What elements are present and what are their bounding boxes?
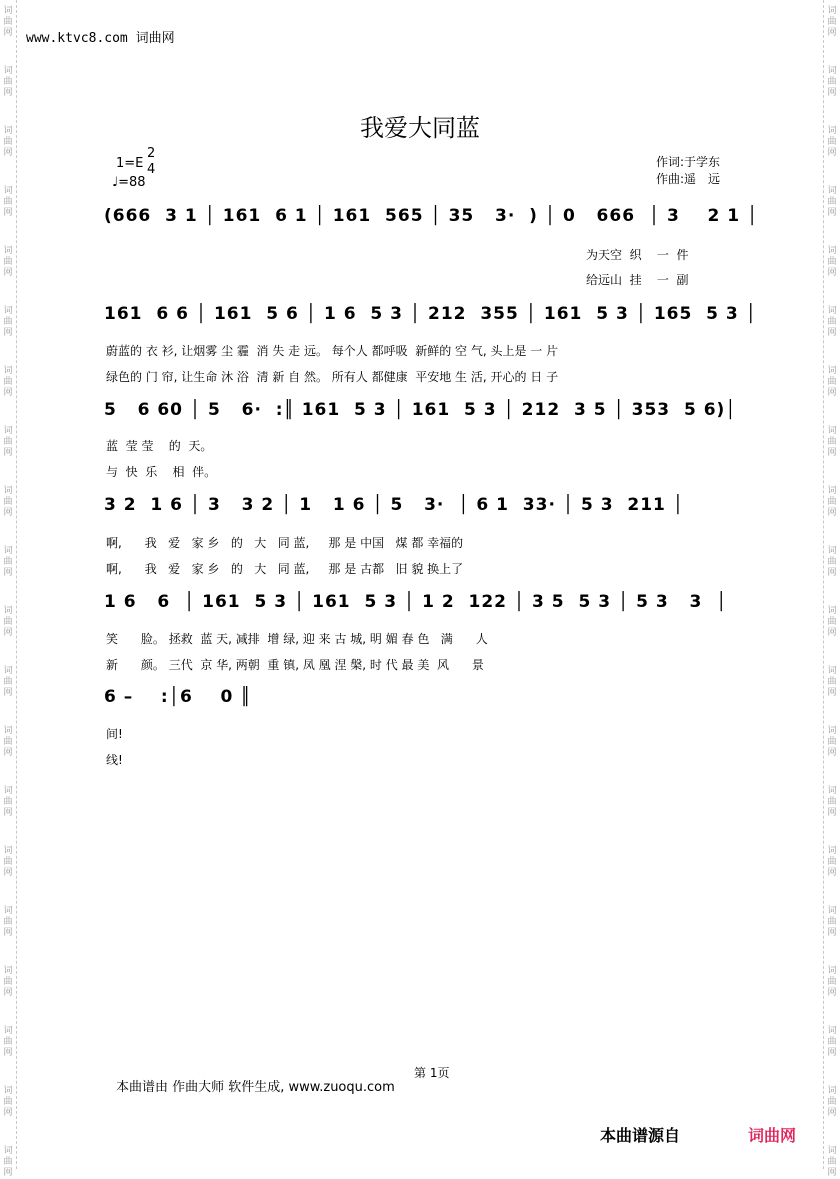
lyricist-credit: 作词:于学东 (656, 155, 721, 169)
side-watermark: 词 曲 网 (827, 246, 837, 278)
side-watermark: 词 曲 网 (827, 546, 837, 578)
side-watermark: 词 曲 网 (3, 126, 13, 158)
side-watermark: 词 曲 网 (3, 1086, 13, 1118)
side-watermark: 词 曲 网 (3, 66, 13, 98)
side-watermark: 词 曲 网 (3, 426, 13, 458)
side-watermark: 词 曲 网 (3, 726, 13, 758)
lyric-line: 间! (106, 727, 123, 741)
side-watermark: 词 曲 网 (827, 6, 837, 38)
composer-credit: 作曲:遥 远 (656, 172, 721, 186)
side-watermark: 词 曲 网 (3, 666, 13, 698)
time-sig-bottom: 4 (147, 162, 156, 177)
side-watermark: 词 曲 网 (827, 1146, 837, 1178)
staff-system-3 (102, 394, 752, 428)
lyric-line: 蔚蓝的 衣 衫, 让烟雾 尘 霾 消 失 走 远。 每个人 都呼吸 新鲜的 空 气, 头上是 一 片 (106, 344, 559, 358)
notation-line: 6 – :│6 0 ║ (104, 687, 252, 707)
key-signature: 1=E (116, 156, 144, 171)
notation-line: 5 6 60 │ 5 6· :║ 161 5 3 │ 161 5 3 │ 212 3 5 │ 353 5 6)│ (104, 400, 737, 420)
side-watermark: 词 曲 网 (827, 66, 837, 98)
side-watermark: 词 曲 网 (827, 666, 837, 698)
quarter-note-icon: ♩ (112, 175, 119, 190)
side-watermark: 词 曲 网 (3, 786, 13, 818)
side-watermark: 词 曲 网 (3, 1146, 13, 1178)
left-watermark-strip (0, 0, 17, 1178)
notation-line: (666 3 1 │ 161 6 1 │ 161 565 │ 35 3· ) │ 0 666 │ 3 2 1 │ (104, 206, 759, 226)
staff-system-1 (102, 200, 759, 234)
side-watermark: 词 曲 网 (827, 846, 837, 878)
lyric-line: 笑 脸。 拯救 蓝 天, 减排 增 绿, 迎 来 古 城, 明 媚 春 色 满 人 (106, 632, 488, 646)
side-watermark: 词 曲 网 (827, 126, 837, 158)
notation-line: 1 6 6 │ 161 5 3 │ 161 5 3 │ 1 2 122 │ 3 5 5 3 │ 5 3 3 │ (104, 592, 728, 612)
tempo-marking (112, 175, 146, 190)
side-watermark: 词 曲 网 (3, 846, 13, 878)
side-watermark: 词 曲 网 (827, 486, 837, 518)
lyric-line: 为天空 织 一 件 (586, 248, 689, 262)
staff-system-4 (102, 489, 752, 523)
brand-logo[interactable]: 词曲网 (748, 1126, 797, 1145)
side-watermark: 词 曲 网 (827, 906, 837, 938)
side-watermark: 词 曲 网 (827, 786, 837, 818)
side-watermark: 词 曲 网 (3, 486, 13, 518)
generator-credit: 本曲谱由 作曲大师 软件生成, www.zuoqu.com (116, 1080, 395, 1095)
time-signature (147, 146, 155, 178)
staff-system-5 (102, 586, 752, 620)
right-watermark-strip (823, 0, 840, 1178)
lyric-line: 给远山 挂 一 副 (586, 273, 689, 287)
side-watermark: 词 曲 网 (3, 6, 13, 38)
side-watermark: 词 曲 网 (827, 366, 837, 398)
staff-system-6 (102, 681, 752, 715)
side-watermark: 词 曲 网 (3, 966, 13, 998)
staff-system-2 (102, 298, 757, 332)
side-watermark: 词 曲 网 (827, 606, 837, 638)
lyric-line: 蓝 莹 莹 的 天。 (106, 439, 213, 453)
side-watermark: 词 曲 网 (3, 306, 13, 338)
lyric-line: 啊, 我 爱 家 乡 的 大 同 蓝, 那 是 古都 旧 貌 换上了 (106, 562, 464, 576)
notation-line: 3 2 1 6 │ 3 3 2 │ 1 1 6 │ 5 3· │ 6 1 33· │ 5 3 211 │ (104, 495, 685, 515)
site-url[interactable]: www.ktvc8.com 词曲网 (26, 31, 175, 46)
lyric-line: 与 快 乐 相 伴。 (106, 465, 217, 479)
tempo-value: =88 (118, 175, 146, 190)
side-watermark: 词 曲 网 (3, 366, 13, 398)
side-watermark: 词 曲 网 (3, 546, 13, 578)
side-watermark: 词 曲 网 (827, 966, 837, 998)
page-number: 第 1页 (414, 1066, 450, 1080)
lyric-line: 啊, 我 爱 家 乡 的 大 同 蓝, 那 是 中国 煤 都 幸福的 (106, 536, 464, 550)
side-watermark: 词 曲 网 (827, 726, 837, 758)
side-watermark: 词 曲 网 (3, 1026, 13, 1058)
song-title: 我爱大同蓝 (360, 114, 480, 142)
source-label: 本曲谱源自 (600, 1126, 681, 1145)
side-watermark: 词 曲 网 (827, 1086, 837, 1118)
lyric-line: 新 颜。 三代 京 华, 两朝 重 镇, 凤 凰 涅 槃, 时 代 最 美 风 景 (106, 658, 484, 672)
time-sig-top: 2 (147, 146, 156, 161)
side-watermark: 词 曲 网 (3, 906, 13, 938)
side-watermark: 词 曲 网 (3, 606, 13, 638)
side-watermark: 词 曲 网 (827, 426, 837, 458)
notation-line: 161 6 6 │ 161 5 6 │ 1 6 5 3 │ 212 355 │ 161 5 3 │ 165 5 3 │ (104, 304, 757, 324)
side-watermark: 词 曲 网 (827, 306, 837, 338)
lyric-line: 绿色的 门 帘, 让生命 沐 浴 清 新 自 然。 所有人 都健康 平安地 生 活, 开心的 日 子 (106, 370, 559, 384)
side-watermark: 词 曲 网 (3, 186, 13, 218)
side-watermark: 词 曲 网 (827, 1026, 837, 1058)
side-watermark: 词 曲 网 (827, 186, 837, 218)
lyric-line: 线! (106, 753, 123, 767)
side-watermark: 词 曲 网 (3, 246, 13, 278)
